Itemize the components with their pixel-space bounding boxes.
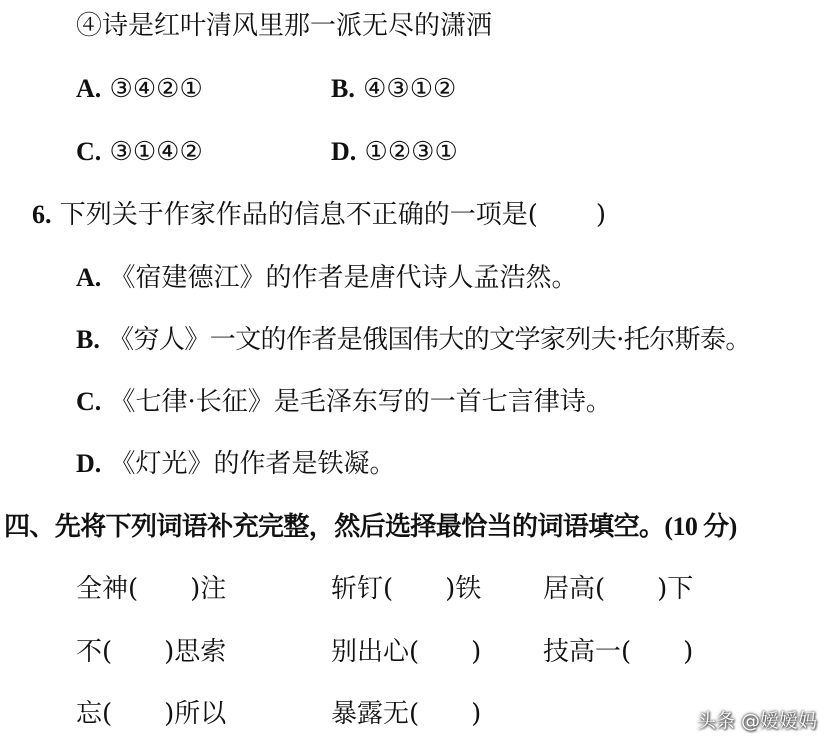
idiom-item: 暴露无( ) <box>331 699 482 729</box>
question-number: 6. <box>32 200 52 229</box>
q6-option-c <box>76 386 612 418</box>
question-stem: 下列关于作家作品的信息不正确的一项是( <box>59 200 538 230</box>
q5-option-d <box>331 136 458 168</box>
option-letter: A. <box>76 74 102 103</box>
idiom-item: 不( )思索 <box>76 637 227 667</box>
q5-option-a <box>76 73 203 105</box>
option-letter: B. <box>331 74 355 103</box>
idiom-item: 全神( )注 <box>76 574 227 604</box>
q6-option-b <box>76 324 751 356</box>
idiom-item: 居高( )下 <box>543 574 694 604</box>
section-4-heading <box>4 511 737 543</box>
q5-item-4-text: ④诗是红叶清风里那一派无尽的潇洒 <box>76 11 493 41</box>
q6-option-a <box>76 262 578 294</box>
option-text: ③④②① <box>109 74 203 104</box>
watermark: 头条 @嫒嫒妈 <box>696 710 817 732</box>
idiom-item: 忘( )所以 <box>76 699 227 729</box>
option-text: ③①④② <box>109 137 203 167</box>
section-heading-text: 四、先将下列词语补充完整，然后选择最恰当的词语填空。 <box>4 512 665 542</box>
option-text: ①②③① <box>364 137 458 167</box>
option-text: 《穷人》一文的作者是俄国伟大的文学家列夫·托尔斯泰。 <box>108 325 751 355</box>
option-text: 《宿建德江》的作者是唐代诗人孟浩然。 <box>109 263 578 293</box>
q5-option-b <box>331 73 456 105</box>
idiom-item: 斩钉( )铁 <box>331 574 482 604</box>
option-letter: D. <box>331 137 357 166</box>
option-letter: B. <box>76 325 100 354</box>
q5-option-c <box>76 136 203 168</box>
q6-stem <box>32 199 606 231</box>
option-letter: A. <box>76 263 102 292</box>
option-letter: C. <box>76 387 102 416</box>
section-score: (10 分) <box>664 512 737 541</box>
option-letter: D. <box>76 449 102 478</box>
q5-item-4 <box>76 10 492 42</box>
q6-option-d <box>76 448 396 480</box>
option-text: 《灯光》的作者是铁凝。 <box>109 449 396 479</box>
option-text: ④③①② <box>363 74 457 104</box>
answer-blank-close: ) <box>595 200 607 230</box>
idiom-item: 别出心( ) <box>331 637 482 667</box>
idiom-item: 技高一( ) <box>543 637 694 667</box>
option-letter: C. <box>76 137 102 166</box>
option-text: 《七律·长征》是毛泽东写的一首七言律诗。 <box>109 387 612 417</box>
